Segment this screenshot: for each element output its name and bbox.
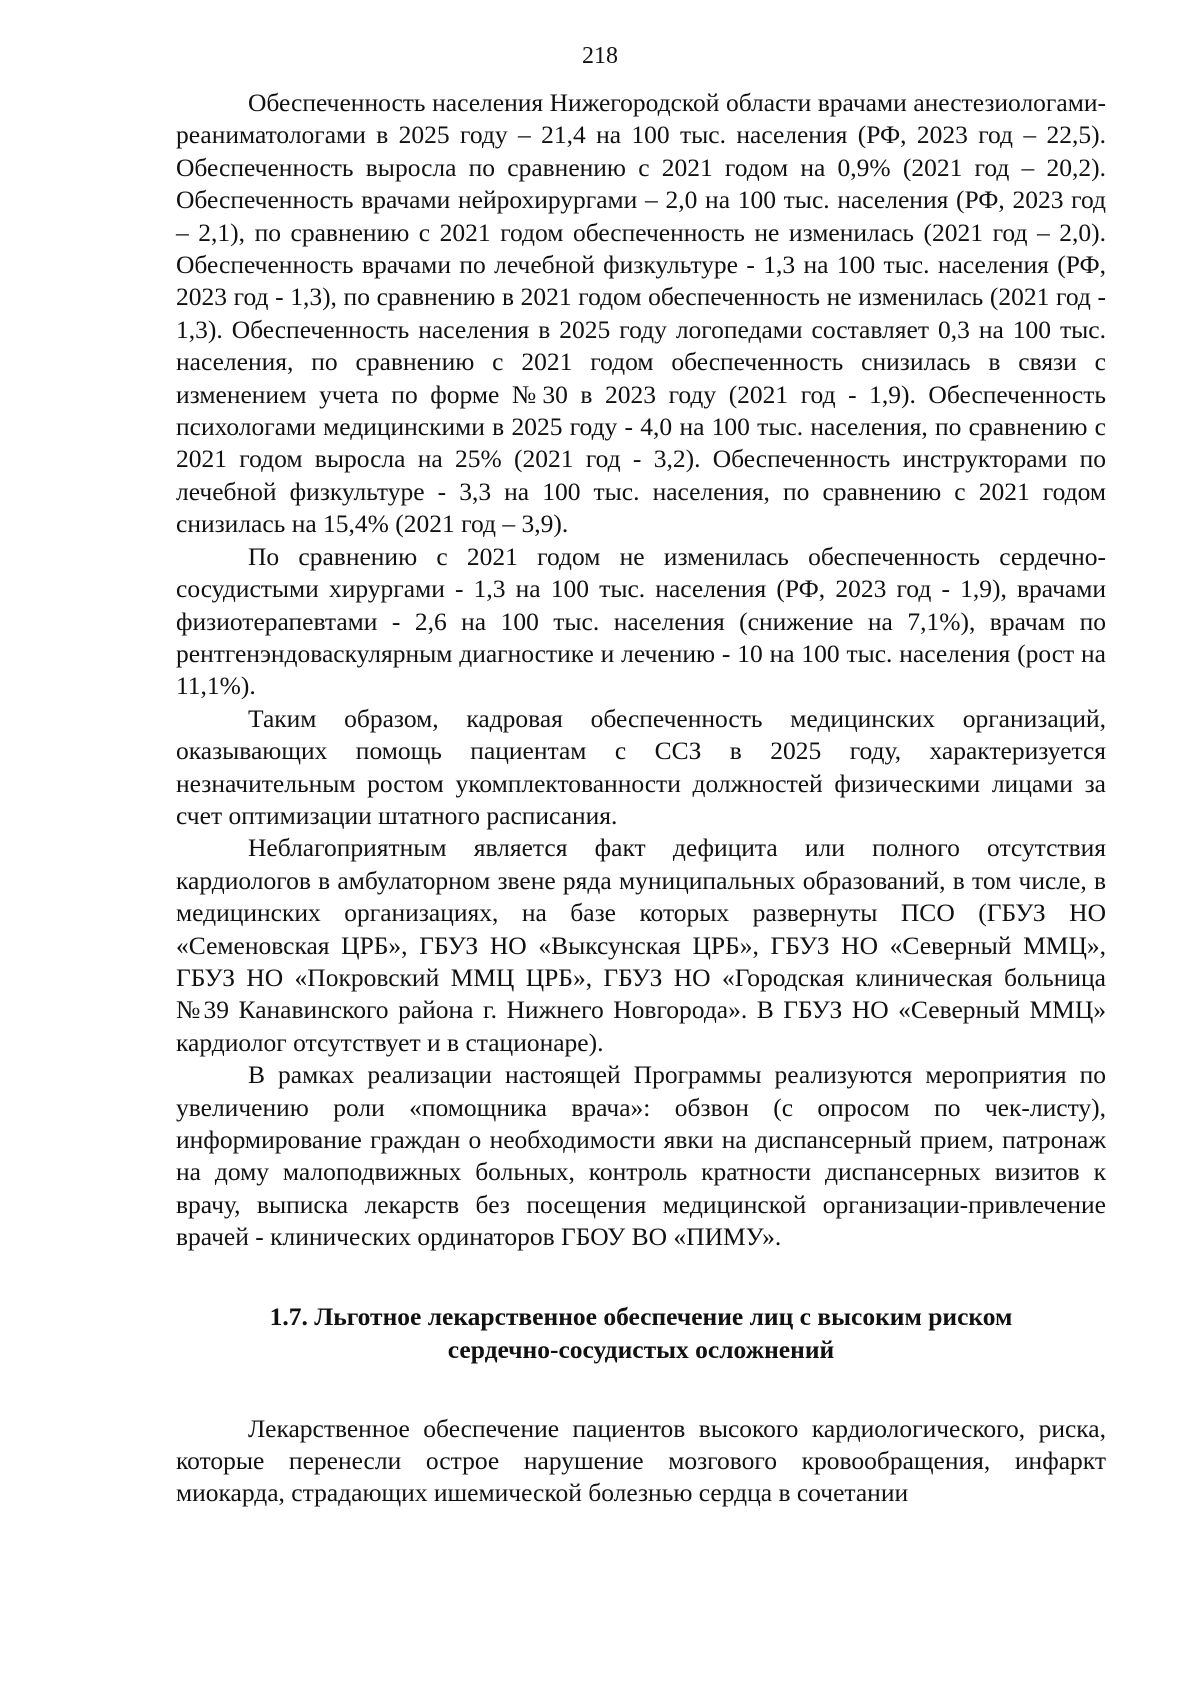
paragraph-drug-provision: Лекарственное обеспечение пациентов высокого кардиологического, риска, которые перенесли острое нарушение мозгового кровообращения, инфаркт миокарда, страдающих ишемической болезнью сердца в сочетании [176,1413,1106,1508]
paragraph-conclusion: Таким образом, кадровая обеспеченность медицинских организаций, оказывающих помощь пациентам с ССЗ в 2025 году, характеризуется незначительным ростом укомплектованности должностей физическими лицами за счет оптимизации штатного расписания. [176,703,1106,830]
section-heading-line2: сердечно-сосудистых осложнений [447,1334,835,1364]
section-heading [176,1300,1106,1366]
paragraph-unchanged-ratios: По сравнению с 2021 годом не изменилась обеспеченность сердечно-сосудистыми хирургами - 1,3 на 100 тыс. населения (РФ, 2023 год - 1,9), врачами физиотерапевтами - 2,6 на 100 тыс. населения (снижение на 7,1%), врачам по рентгенэндоваскулярным диагностике и лечению - 10 на 100 тыс. населения (рост на 11,1%). [176,541,1106,701]
paragraph-doctor-assistant: В рамках реализации настоящей Программы реализуются мероприятия по увеличению роли «помощника врача»: обзвон (с опросом по чек-листу), информирование граждан о необходимости явки на диспансерный прием, патронаж на дому малоподвижных больных, контроль кратности диспансерных визитов к врачу, выписка лекарств без посещения медицинской организации-привлечение врачей - клинических ординаторов ГБОУ ВО «ПИМУ». [176,1060,1106,1252]
section-heading-line1: 1.7. Льготное лекарственное обеспечение лиц с высоким риском [269,1301,1013,1331]
page-number: 218 [582,43,618,69]
paragraph-staffing-ratios: Обеспеченность населения Нижегородской области врачами анестезиологами-реаниматологами в 2025 году – 21,4 на 100 тыс. населения (РФ, 2023 год – 22,5). Обеспеченность выросла по сравнению с 2021 годом на 0,9% (2021 год – 20,2). Обеспеченность врачами нейрохирургами – 2,0 на 100 тыс. населения (РФ, 2023 год – 2,1), по сравнению с 2021 годом обеспеченность не изменилась (2021 год – 2,0). Обеспеченность врачами по лечебной физкультуре - 1,3 на 100 тыс. населения (РФ, 2023 год - 1,3), по сравнению в 2021 годом обеспеченность не изменилась (2021 год - 1,3). Обеспеченность населения в 2025 году логопедами составляет 0,3 на 100 тыс. населения, по сравнению с 2021 годом обеспеченность снизилась в связи с изменением учета по форме №30 в 2023 году (2021 год - 1,9). Обеспеченность психологами медицинскими в 2025 году - 4,0 на 100 тыс. населения, по сравнению с 2021 годом выросла на 25% (2021 год - 3,2). Обеспеченность инструкторами по лечебной физкультуре - 3,3 на 100 тыс. населения, по сравнению с 2021 годом снизилась на 15,4% (2021 год – 3,9). [176,88,1106,539]
document-body [176,87,1106,1510]
paragraph-cardiologist-deficit: Неблагоприятным является факт дефицита или полного отсутствия кардиологов в амбулаторном звене ряда муниципальных образований, в том числе, в медицинских организациях, на базе которых развернуты ПСО (ГБУЗ НО «Семеновская ЦРБ», ГБУЗ НО «Выксунская ЦРБ», ГБУЗ НО «Северный ММЦ», ГБУЗ НО «Покровский ММЦ ЦРБ», ГБУЗ НО «Городская клиническая больница №39 Канавинского района г. Нижнего Новгорода». В ГБУЗ НО «Северный ММЦ» кардиолог отсутствует и в стационаре). [176,833,1106,1057]
